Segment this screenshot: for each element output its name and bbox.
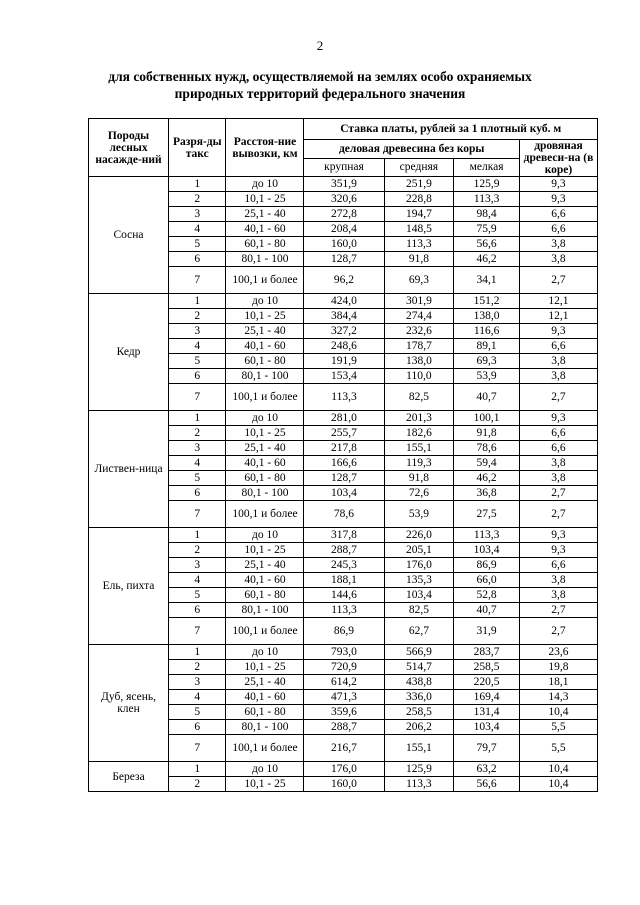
cell-distance: 10,1 - 25 [226,426,304,441]
cell-small: 283,7 [454,645,520,660]
cell-distance: до 10 [226,645,304,660]
cell-fuel: 19,8 [519,660,597,675]
cell-medium: 566,9 [384,645,454,660]
cell-large: 384,4 [304,309,384,324]
cell-small: 169,4 [454,690,520,705]
cell-grade: 3 [169,441,226,456]
cell-distance: 100,1 и более [226,735,304,762]
cell-small: 46,2 [454,252,520,267]
cell-large: 272,8 [304,207,384,222]
cell-small: 56,6 [454,237,520,252]
cell-small: 46,2 [454,471,520,486]
cell-large: 103,4 [304,486,384,501]
cell-fuel: 5,5 [519,720,597,735]
cell-fuel: 14,3 [519,690,597,705]
cell-medium: 110,0 [384,369,454,384]
cell-grade: 2 [169,192,226,207]
table-row [89,294,598,309]
cell-large: 191,9 [304,354,384,369]
cell-small: 116,6 [454,324,520,339]
cell-small: 125,9 [454,177,520,192]
cell-distance: 25,1 - 40 [226,207,304,222]
cell-medium: 274,4 [384,309,454,324]
cell-grade: 4 [169,339,226,354]
cell-distance: 80,1 - 100 [226,369,304,384]
header-grade: Разря-ды такс [169,119,226,177]
cell-medium: 82,5 [384,384,454,411]
cell-fuel: 9,3 [519,543,597,558]
cell-fuel: 3,8 [519,369,597,384]
cell-fuel: 3,8 [519,252,597,267]
cell-fuel: 9,3 [519,324,597,339]
header-species: Породы лесных насажде-ний [89,119,169,177]
cell-fuel: 3,8 [519,237,597,252]
cell-large: 153,4 [304,369,384,384]
table-body [89,177,598,792]
cell-large: 160,0 [304,777,384,792]
cell-small: 59,4 [454,456,520,471]
cell-medium: 438,8 [384,675,454,690]
cell-species: Сосна [89,177,169,294]
cell-distance: 60,1 - 80 [226,354,304,369]
header-distance: Расстоя-ние вывозки, км [226,119,304,177]
cell-fuel: 3,8 [519,573,597,588]
cell-medium: 176,0 [384,558,454,573]
cell-medium: 69,3 [384,267,454,294]
cell-medium: 62,7 [384,618,454,645]
cell-fuel: 9,3 [519,177,597,192]
cell-small: 34,1 [454,267,520,294]
cell-grade: 4 [169,456,226,471]
cell-large: 128,7 [304,471,384,486]
cell-large: 160,0 [304,237,384,252]
cell-fuel: 6,6 [519,339,597,354]
header-medium: средняя [384,158,454,177]
header-rate: Ставка платы, рублей за 1 плотный куб. м [304,119,598,140]
cell-grade: 2 [169,426,226,441]
cell-large: 288,7 [304,720,384,735]
cell-small: 40,7 [454,603,520,618]
cell-grade: 1 [169,762,226,777]
cell-medium: 226,0 [384,528,454,543]
cell-distance: 80,1 - 100 [226,252,304,267]
cell-medium: 514,7 [384,660,454,675]
cell-grade: 2 [169,543,226,558]
cell-grade: 4 [169,573,226,588]
cell-grade: 6 [169,720,226,735]
cell-small: 98,4 [454,207,520,222]
cell-medium: 119,3 [384,456,454,471]
cell-distance: 60,1 - 80 [226,471,304,486]
cell-distance: до 10 [226,411,304,426]
cell-small: 78,6 [454,441,520,456]
cell-large: 614,2 [304,675,384,690]
cell-distance: 10,1 - 25 [226,309,304,324]
cell-distance: 60,1 - 80 [226,705,304,720]
cell-large: 208,4 [304,222,384,237]
cell-distance: 40,1 - 60 [226,339,304,354]
table-row [89,645,598,660]
cell-distance: 80,1 - 100 [226,603,304,618]
cell-fuel: 12,1 [519,309,597,324]
cell-species: Дуб, ясень, клен [89,645,169,762]
cell-large: 166,6 [304,456,384,471]
cell-small: 53,9 [454,369,520,384]
cell-fuel: 6,6 [519,558,597,573]
cell-small: 138,0 [454,309,520,324]
cell-distance: до 10 [226,294,304,309]
cell-distance: 10,1 - 25 [226,192,304,207]
cell-grade: 7 [169,618,226,645]
cell-species: Кедр [89,294,169,411]
header-business-wood: деловая древесина без коры [304,140,519,159]
cell-fuel: 6,6 [519,222,597,237]
cell-fuel: 2,7 [519,603,597,618]
cell-grade: 3 [169,558,226,573]
cell-large: 113,3 [304,384,384,411]
cell-small: 40,7 [454,384,520,411]
cell-fuel: 6,6 [519,441,597,456]
cell-grade: 7 [169,501,226,528]
cell-grade: 2 [169,777,226,792]
cell-large: 217,8 [304,441,384,456]
cell-grade: 6 [169,252,226,267]
cell-distance: до 10 [226,762,304,777]
cell-fuel: 5,5 [519,735,597,762]
cell-large: 281,0 [304,411,384,426]
cell-distance: 10,1 - 25 [226,543,304,558]
cell-medium: 206,2 [384,720,454,735]
cell-species: Листвен-ница [89,411,169,528]
cell-grade: 5 [169,705,226,720]
cell-medium: 53,9 [384,501,454,528]
cell-small: 66,0 [454,573,520,588]
cell-small: 103,4 [454,720,520,735]
cell-grade: 1 [169,294,226,309]
cell-grade: 1 [169,645,226,660]
cell-distance: 25,1 - 40 [226,558,304,573]
table-row [89,528,598,543]
cell-large: 144,6 [304,588,384,603]
table-row [89,411,598,426]
cell-distance: 100,1 и более [226,618,304,645]
cell-large: 327,2 [304,324,384,339]
cell-medium: 178,7 [384,339,454,354]
cell-fuel: 3,8 [519,456,597,471]
cell-medium: 72,6 [384,486,454,501]
cell-grade: 6 [169,369,226,384]
cell-fuel: 10,4 [519,777,597,792]
cell-small: 151,2 [454,294,520,309]
cell-small: 63,2 [454,762,520,777]
cell-grade: 7 [169,267,226,294]
table-header [89,119,598,177]
cell-large: 288,7 [304,543,384,558]
cell-small: 52,8 [454,588,520,603]
page-number: 2 [316,38,324,53]
cell-distance: 40,1 - 60 [226,456,304,471]
cell-distance: 40,1 - 60 [226,690,304,705]
cell-fuel: 3,8 [519,354,597,369]
cell-large: 113,3 [304,603,384,618]
cell-distance: 25,1 - 40 [226,675,304,690]
cell-small: 69,3 [454,354,520,369]
cell-large: 359,6 [304,705,384,720]
header-small: мелкая [454,158,520,177]
cell-grade: 4 [169,690,226,705]
cell-large: 317,8 [304,528,384,543]
cell-medium: 155,1 [384,735,454,762]
cell-grade: 7 [169,384,226,411]
cell-small: 79,7 [454,735,520,762]
cell-large: 128,7 [304,252,384,267]
cell-grade: 6 [169,603,226,618]
cell-large: 78,6 [304,501,384,528]
table-row [89,177,598,192]
cell-large: 176,0 [304,762,384,777]
cell-distance: 100,1 и более [226,501,304,528]
cell-small: 56,6 [454,777,520,792]
cell-medium: 138,0 [384,354,454,369]
cell-fuel: 2,7 [519,486,597,501]
cell-distance: 100,1 и более [226,384,304,411]
cell-distance: 25,1 - 40 [226,324,304,339]
cell-fuel: 9,3 [519,192,597,207]
cell-grade: 1 [169,177,226,192]
document-heading [0,68,640,102]
cell-small: 113,3 [454,192,520,207]
cell-grade: 2 [169,309,226,324]
cell-small: 131,4 [454,705,520,720]
cell-large: 793,0 [304,645,384,660]
cell-small: 89,1 [454,339,520,354]
cell-large: 248,6 [304,339,384,354]
cell-grade: 5 [169,354,226,369]
cell-small: 100,1 [454,411,520,426]
cell-large: 424,0 [304,294,384,309]
cell-small: 36,8 [454,486,520,501]
cell-small: 31,9 [454,618,520,645]
cell-medium: 201,3 [384,411,454,426]
cell-fuel: 3,8 [519,588,597,603]
cell-medium: 113,3 [384,237,454,252]
cell-grade: 4 [169,222,226,237]
cell-small: 220,5 [454,675,520,690]
cell-distance: 40,1 - 60 [226,222,304,237]
heading-line-2: природных территорий федерального значения [174,86,466,101]
cell-medium: 336,0 [384,690,454,705]
cell-fuel: 6,6 [519,426,597,441]
cell-medium: 251,9 [384,177,454,192]
cell-grade: 2 [169,660,226,675]
cell-grade: 5 [169,237,226,252]
rates-table [88,118,598,792]
cell-fuel: 2,7 [519,618,597,645]
cell-distance: 10,1 - 25 [226,777,304,792]
cell-large: 245,3 [304,558,384,573]
cell-distance: 10,1 - 25 [226,660,304,675]
cell-small: 86,9 [454,558,520,573]
cell-medium: 135,3 [384,573,454,588]
cell-medium: 91,8 [384,471,454,486]
cell-fuel: 18,1 [519,675,597,690]
cell-fuel: 2,7 [519,501,597,528]
cell-species: Ель, пихта [89,528,169,645]
cell-medium: 82,5 [384,603,454,618]
cell-medium: 91,8 [384,252,454,267]
cell-grade: 1 [169,411,226,426]
cell-grade: 6 [169,486,226,501]
cell-fuel: 23,6 [519,645,597,660]
cell-large: 471,3 [304,690,384,705]
cell-grade: 5 [169,471,226,486]
cell-distance: до 10 [226,528,304,543]
cell-medium: 125,9 [384,762,454,777]
cell-small: 75,9 [454,222,520,237]
cell-fuel: 2,7 [519,384,597,411]
cell-grade: 1 [169,528,226,543]
cell-distance: 25,1 - 40 [226,441,304,456]
cell-distance: 80,1 - 100 [226,486,304,501]
cell-medium: 258,5 [384,705,454,720]
cell-fuel: 10,4 [519,705,597,720]
cell-medium: 228,8 [384,192,454,207]
cell-species: Береза [89,762,169,792]
cell-medium: 182,6 [384,426,454,441]
cell-grade: 3 [169,324,226,339]
cell-fuel: 2,7 [519,267,597,294]
cell-distance: до 10 [226,177,304,192]
table-row [89,762,598,777]
cell-grade: 3 [169,675,226,690]
header-fuel-wood: дровяная древеси-на (в коре) [519,140,597,177]
cell-large: 351,9 [304,177,384,192]
cell-distance: 60,1 - 80 [226,588,304,603]
cell-fuel: 3,8 [519,471,597,486]
cell-medium: 103,4 [384,588,454,603]
cell-small: 27,5 [454,501,520,528]
cell-grade: 7 [169,735,226,762]
cell-small: 113,3 [454,528,520,543]
cell-fuel: 12,1 [519,294,597,309]
cell-fuel: 10,4 [519,762,597,777]
cell-large: 86,9 [304,618,384,645]
cell-fuel: 9,3 [519,528,597,543]
cell-large: 720,9 [304,660,384,675]
cell-large: 96,2 [304,267,384,294]
cell-fuel: 9,3 [519,411,597,426]
cell-large: 255,7 [304,426,384,441]
cell-medium: 194,7 [384,207,454,222]
cell-medium: 148,5 [384,222,454,237]
cell-small: 91,8 [454,426,520,441]
cell-grade: 5 [169,588,226,603]
heading-line-1: для собственных нужд, осуществляемой на землях особо охраняемых [108,69,532,84]
cell-grade: 3 [169,207,226,222]
cell-large: 216,7 [304,735,384,762]
cell-large: 320,6 [304,192,384,207]
cell-small: 258,5 [454,660,520,675]
cell-distance: 100,1 и более [226,267,304,294]
cell-medium: 205,1 [384,543,454,558]
cell-large: 188,1 [304,573,384,588]
cell-medium: 232,6 [384,324,454,339]
cell-medium: 113,3 [384,777,454,792]
cell-small: 103,4 [454,543,520,558]
cell-distance: 60,1 - 80 [226,237,304,252]
header-large: крупная [304,158,384,177]
cell-distance: 80,1 - 100 [226,720,304,735]
cell-distance: 40,1 - 60 [226,573,304,588]
cell-medium: 155,1 [384,441,454,456]
cell-medium: 301,9 [384,294,454,309]
cell-fuel: 6,6 [519,207,597,222]
